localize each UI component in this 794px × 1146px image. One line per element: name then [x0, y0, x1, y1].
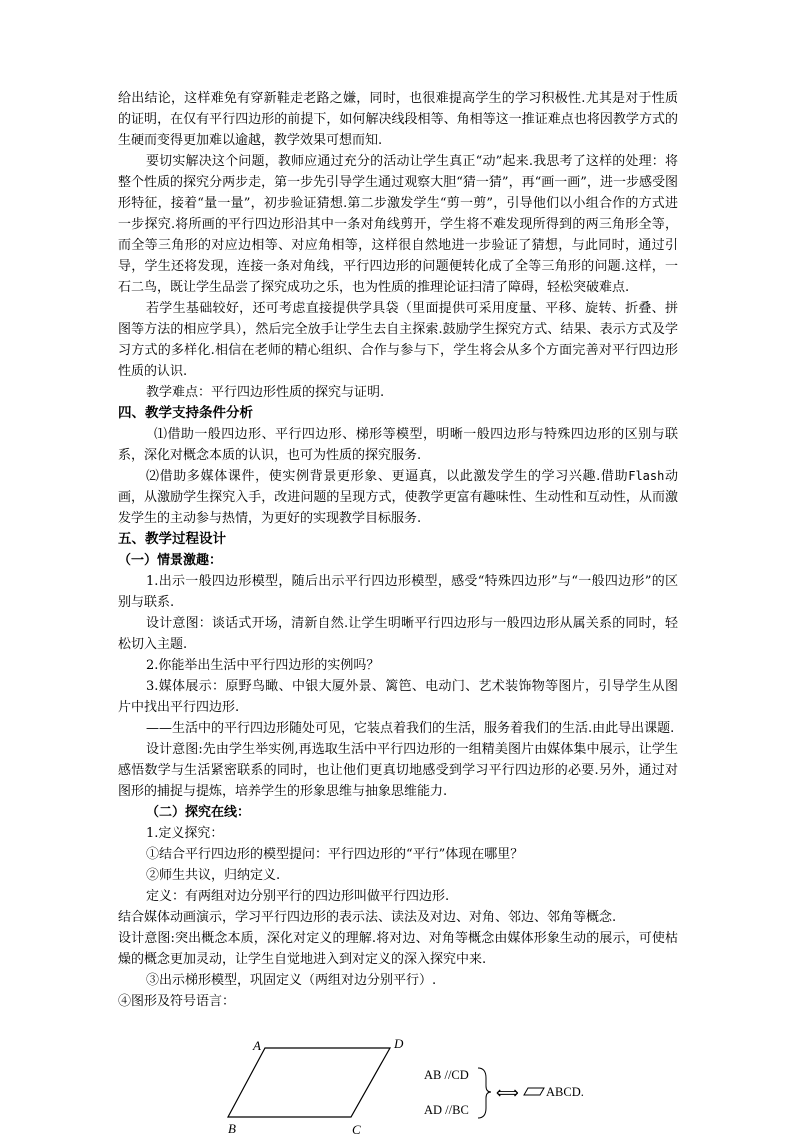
- vertex-d-label: D: [394, 1036, 404, 1051]
- trapezoid-step: ③出示梯形模型，巩固定义（两组对边分别平行）.: [146, 973, 437, 988]
- section-4-title: 四、教学支持条件分析: [118, 405, 253, 421]
- step-3-comment: ——生活中的平行四边形随处可见，它装点着我们的生活，服务着我们的生活.由此导出课题.: [146, 721, 675, 736]
- support-item-2: [118, 466, 678, 529]
- parallelogram-diagram: [118, 1016, 678, 1146]
- parallelogram-symbol-icon: [524, 1088, 544, 1095]
- definition-text: 定义：有两组对边分别平行的四边形叫做平行四边形.: [146, 889, 450, 904]
- design-intent-3: 设计意图:突出概念本质，深化对定义的理解.将对边、对角等概念由媒体形象生动的展示，可使枯燥的概念更加灵动，让学生自觉地进入到对定义的深入探究中来.: [118, 931, 678, 967]
- paragraph-activity: 要切实解决这个问题，教师应通过充分的活动让学生真正“动”起来.我思考了这样的处理：将整个性质的探究分两步走，第一步先引导学生通过观察大胆“猜一猜”，再“画一画”，进一步感受图形特征，接着“量一量”，初步验证猜想.第二步激发学生“剪一剪”，引导他们以小组合作的方式进一步探究.将所画的平行四边形沿其中一条对角线剪开，学生将不难发现所得到的两三角形全等，而全等三角形的对应边相等、对应角相等，这样很自然地进一步验证了猜想，与此同时，通过引导，学生还将发现，连接一条对角线，平行四边形的问题便转化成了全等三角形的问题.这样，一石二鸟，既让学生品尝了探究成功之乐，也为性质的推理论证扫清了障碍，轻松突破难点.: [118, 154, 678, 295]
- parallelogram-figure: [118, 1016, 678, 1146]
- vertex-a-label: A: [253, 1038, 261, 1053]
- document-page: [118, 88, 678, 1146]
- vertex-b-label: B: [228, 1121, 236, 1136]
- step-1: 1.出示一般四边形模型，随后出示平行四边形模型，感受“特殊四边形”与“一般四边形”的区别与联系.: [118, 574, 678, 610]
- support-item-2-part-a: ⑵借助多媒体课件，使实例背景更形象、更逼真，以此激发学生的学习兴趣.借助: [146, 469, 629, 484]
- design-intent-2: 设计意图:先由学生举实例,再选取生活中平行四边形的一组精美图片由媒体集中展示，让学生感悟数学与生活紧密联系的同时，也让他们更真切地感受到学习平行四边形的必要.另外，通过对图形的捕捉与提炼，培养学生的形象思维与抽象思维能力.: [118, 742, 678, 799]
- section-5-title: 五、教学过程设计: [118, 531, 226, 547]
- parallelogram-shape: [228, 1048, 390, 1117]
- definition-step-2: ①结合平行四边形的模型提问：平行四边形的“平行”体现在哪里？: [146, 847, 524, 862]
- flash-text: Flash: [628, 469, 665, 483]
- equivalence-arrow-icon: ⟺: [496, 1083, 519, 1102]
- subsection-2-title: （二）探究在线：: [146, 805, 251, 820]
- animation-demo: 结合媒体动画演示，学习平行四边形的表示法、读法及对边、对角、邻边、邻角等概念.: [118, 910, 617, 925]
- step-2: 2.你能举出生活中平行四边形的实例吗？: [146, 658, 380, 673]
- condition-ab-cd: AB //CD: [424, 1068, 469, 1082]
- subsection-1-title: （一）情景激趣：: [118, 553, 223, 568]
- paragraph-conclusion: 给出结论，这样难免有穿新鞋走老路之嫌，同时，也很难提高学生的学习积极性.尤其是对于性质的证明，在仅有平行四边形的前提下，如何解决线段相等、角相等这一推证难点也将因教学方式的生硬而变得更加难以逾越，教学效果可想而知.: [118, 91, 678, 148]
- symbol-language-step: ④图形及符号语言：: [118, 994, 236, 1009]
- paragraph-toolkit: 若学生基础较好，还可考虑直接提供学具袋（里面提供可采用度量、平移、旋转、折叠、拼图等方法的相应学具），然后完全放手让学生去自主探索.鼓励学生探究方式、结果、表示方式及学习方式的多样化.相信在老师的精心组织、合作与参与下，学生将会从多个方面完善对平行四边形性质的认识.: [118, 301, 678, 379]
- definition-step-1: 1.定义探究：: [146, 826, 224, 841]
- step-3: 3.媒体展示：原野鸟瞰、中银大厦外景、篱笆、电动门、艺术装饰物等图片，引导学生从图片中找出平行四边形.: [118, 679, 678, 715]
- design-intent-1: 设计意图：谈话式开场，清新自然.让学生明晰平行四边形与一般四边形从属关系的同时，轻松切入主题.: [118, 616, 678, 652]
- vertex-c-label: C: [352, 1122, 361, 1137]
- definition-step-3: ②师生共议，归纳定义.: [146, 868, 281, 883]
- brace-icon: [478, 1068, 491, 1118]
- support-item-1: ⑴借助一般四边形、平行四边形、梯形等模型，明晰一般四边形与特殊四边形的区别与联系，深化对概念本质的认识，也可为性质的探究服务.: [118, 427, 678, 463]
- support-item-2-part-b: 动画，从激励学生探究入手，改进问题的呈现方式，使教学更富有趣味性、生动性和互动性，从而激发学生的主动参与热情，为更好的实现教学目标服务.: [118, 469, 678, 526]
- condition-ad-bc: AD //BC: [424, 1103, 469, 1117]
- parallelogram-name: ABCD.: [546, 1085, 584, 1099]
- paragraph-difficulty: 教学难点：平行四边形性质的探究与证明.: [146, 385, 385, 400]
